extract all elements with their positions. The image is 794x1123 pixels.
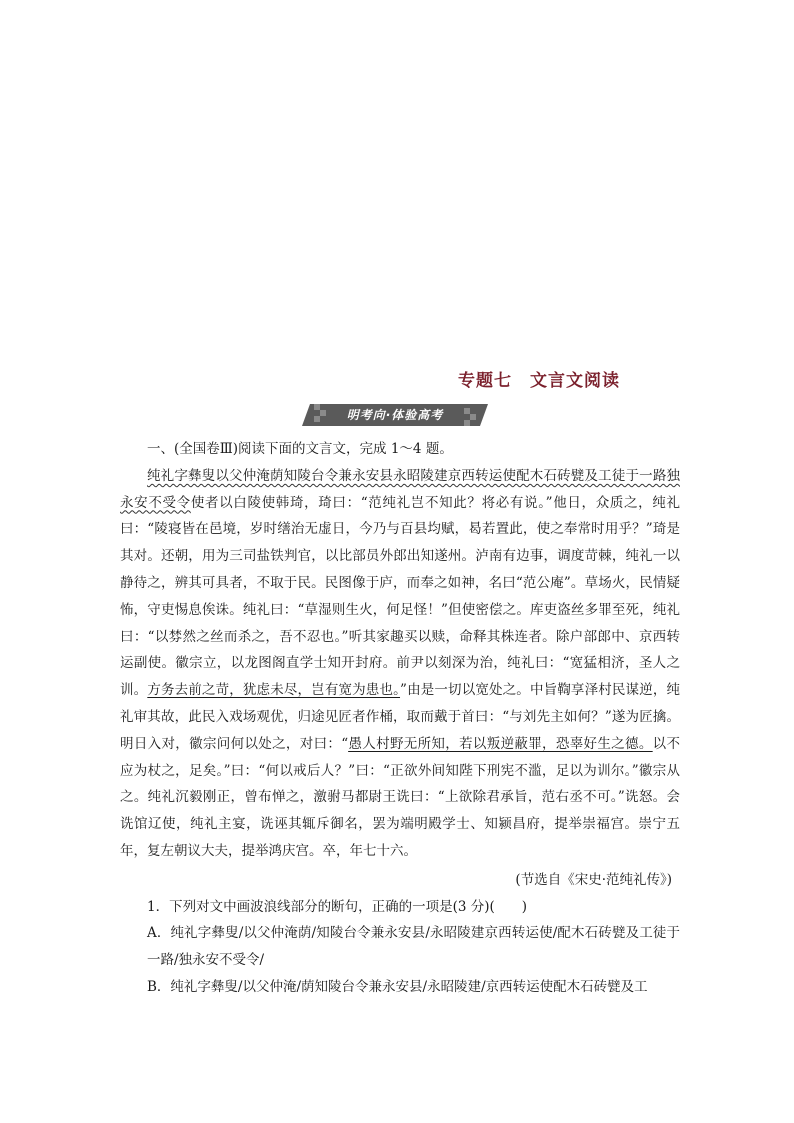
passage-source: (节选自《宋史·范纯礼传》) [515,871,672,888]
section-banner [302,404,488,426]
passage-text-2: ”由是一切以宽处之。中旨鞫享泽村民谋逆，纯礼审其故，此民入戏场观优，归途见匠者作桶，取而戴于首曰：“与刘先主如何？”遂为匠擒。明日入对，徽宗问何以处之，对曰：“ [120,682,681,752]
section-title-name: 文言文阅读 [530,371,620,391]
content-body [120,436,680,1001]
classical-passage [120,463,680,865]
passage-text-1: 使者以白陵使韩琦，琦曰：“范纯礼岂不知此？将必有说。”他日，众质之，纯礼曰：“陵寝皆在邑境，岁时缮治无虚日，今乃与百县均赋，曷若置此，使之奉常时用乎？”琦是其对。还朝，用为三司盐铁判官，以比部员外郎出知遂州。泸南有边事，调度苛棘，纯礼一以静待之，辨其可具者，不取于民。民图像于庐，而奉之如神，名曰“范公庵”。草场火，民情疑怖，守吏惕息俟诛。纯礼曰：“草湿则生火，何足怪！”但使密偿之。库吏盗丝多罪至死，纯礼曰：“以棼然之丝而杀之，吾不忍也。”听其家趣买以赎，命释其株连者。除户部郎中、京西转运副使。徽宗立，以龙图阁直学士知开封府。前尹以刻深为治，纯礼曰：“宽猛相济，圣人之训。 [120,494,680,699]
section-title-number: 专题七 [458,371,512,391]
option-b: B．纯礼字彝叟/以父仲淹/荫知陵台令兼永安县/永昭陵建/京西转运使配木石砖甓及工 [147,978,648,995]
underlined-sentence-1: 方务去前之苛，犹虑未尽，岂有宽为患也。 [147,682,401,699]
exercise-intro: 一、(全国卷Ⅲ)阅读下面的文言文，完成 1～4 题。 [147,441,453,457]
option-a: A．纯礼字彝叟/以父仲淹荫/知陵台令兼永安县/永昭陵建京西转运使/配木石砖甓及工徒于一路/独永安不受令/ [147,925,680,969]
question-1: 1．下列对文中画波浪线部分的断句，正确的一项是(3 分)( ) [147,898,528,915]
banner-label: 明考向·体验高考 [346,408,444,422]
section-title [458,366,620,391]
wavy-underlined-text: 纯礼字彝叟以父仲淹荫知陵台令兼永安县永昭陵建京西转运使配木石砖甓及工徒于一路独永安不受令 [120,467,680,511]
underlined-sentence-2: 愚人村野无所知，若以叛逆蔽罪，恐辜好生之德。 [348,735,653,752]
passage-text-3: 以不应为杖之，足矣。”曰：“何以戒后人？”曰：“正欲外间知陛下刑宪不滥，足以为训尔。”徽宗从之。纯礼沉毅刚正，曾布惮之，激驸马都尉王诜曰：“上欲除君承旨，范右丞不可。”诜怒。会诜馆辽使，纯礼主宴，诜诬其辄斥御名，罢为端明殿学士、知颍昌府，提举崇福宫。崇宁五年，复左朝议大夫，提举鸿庆宫。卒，年七十六。 [120,735,680,859]
